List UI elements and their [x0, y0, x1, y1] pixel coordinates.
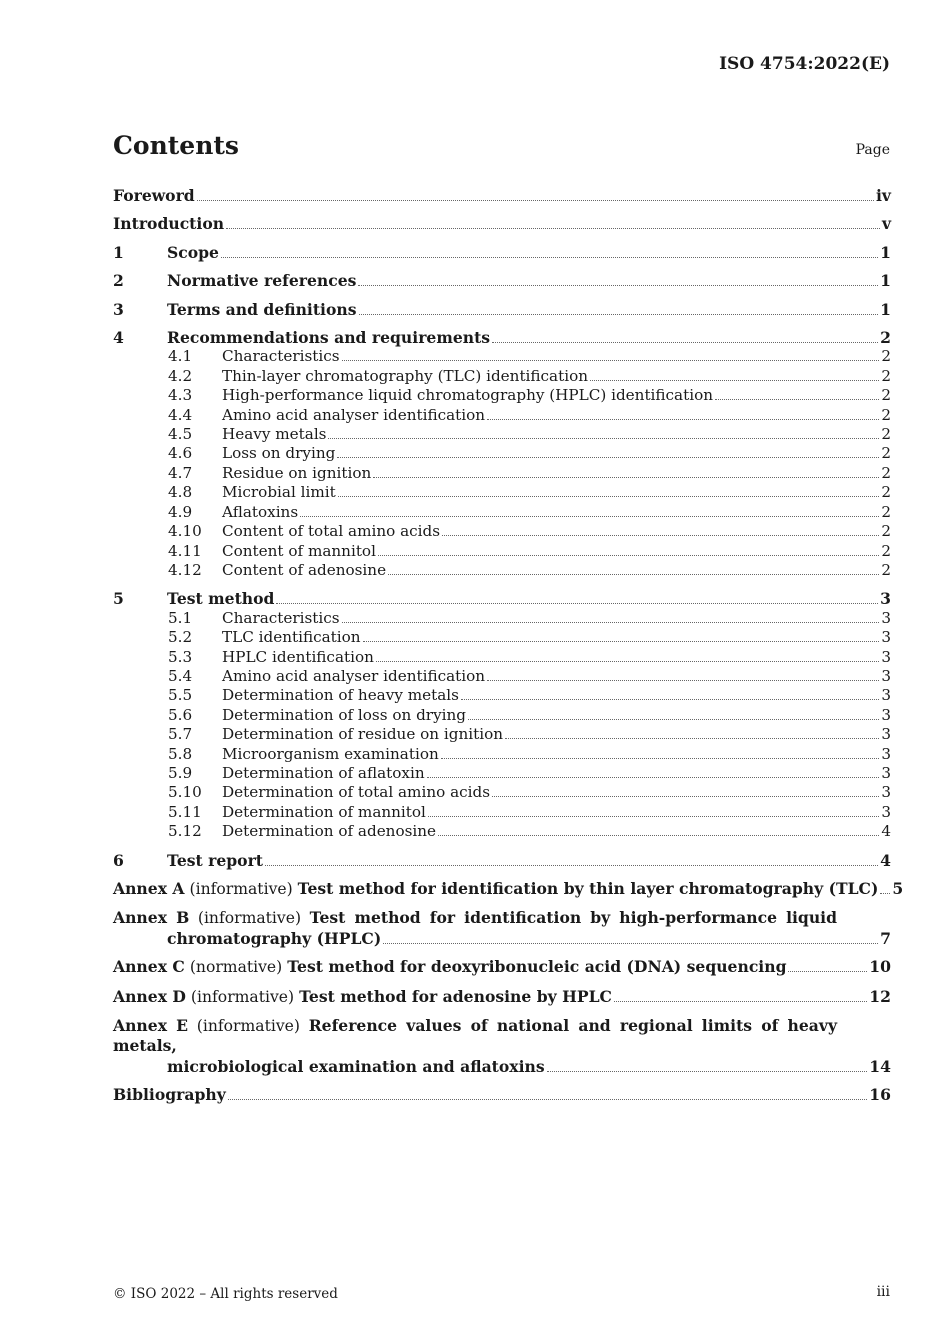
toc-subentry[interactable] [113, 367, 891, 386]
toc-entry-page: 3 [881, 763, 891, 782]
toc-subentry[interactable] [113, 803, 891, 822]
dot-leader [276, 603, 878, 604]
toc-entry-text: Recommendations and requirements [167, 328, 491, 348]
toc-entry-number: 4.4 [168, 405, 193, 424]
toc-entry-number: 5.12 [168, 822, 202, 841]
annex-type: (normative) [189, 958, 283, 977]
toc-entry-page: 3 [881, 725, 891, 744]
annex-label: Annex E [113, 1016, 189, 1036]
toc-entry-page: 3 [881, 744, 891, 763]
toc-subentry[interactable] [113, 783, 891, 802]
toc-subentry[interactable] [113, 464, 891, 483]
copyright-notice: © ISO 2022 – All rights reserved [113, 1286, 338, 1302]
toc-entry-number: 4.9 [168, 502, 193, 521]
toc-entry-page: 3 [881, 783, 891, 802]
toc-entry-terms-and-definitions[interactable] [113, 300, 891, 319]
toc-entry-page: 2 [881, 483, 891, 502]
dot-leader [428, 816, 879, 817]
toc-entry-page: 2 [881, 560, 891, 579]
toc-entry-text: Aflatoxins [222, 502, 299, 521]
dot-leader [265, 865, 878, 866]
annex-label: Annex D [113, 986, 186, 1006]
dot-leader [547, 1071, 868, 1072]
toc-entry-test-method[interactable] [113, 589, 891, 608]
toc-entry-page: 7 [880, 928, 891, 948]
toc-entry-text: Residue on ignition [222, 463, 372, 482]
toc-entry-text: Heavy metals [222, 425, 327, 444]
toc-entry-text: Scope [167, 242, 219, 262]
toc-entry-page: 2 [881, 386, 891, 405]
toc-subentry[interactable] [113, 522, 891, 541]
toc-entry-text: Foreword [113, 186, 195, 205]
dot-leader [376, 661, 879, 662]
toc-entry-page: v [881, 214, 891, 234]
dot-leader [442, 535, 879, 536]
toc-entry-text: Microorganism examination [222, 744, 439, 763]
annex-title: Test method for deoxyribonucleic acid (DNA) sequencing [287, 957, 787, 977]
dot-leader [300, 516, 879, 517]
dot-leader [378, 555, 879, 556]
toc-entry-number: 5.5 [168, 686, 193, 705]
dot-leader [342, 622, 880, 623]
annex-title: Reference values of national and regional limits of heavy metals, [113, 1016, 837, 1056]
dot-leader [492, 796, 879, 797]
toc-entry-text: Determination of residue on ignition [222, 725, 503, 744]
toc-entry-text: Content of total amino acids [222, 522, 441, 541]
toc-entry-number: 2 [113, 271, 124, 291]
section-5-subentries [113, 609, 891, 842]
toc-entry-text: Determination of heavy metals [222, 686, 459, 705]
toc-entry-text: Terms and definitions [167, 299, 357, 319]
dot-leader [468, 719, 879, 720]
dot-leader [226, 228, 880, 229]
document-id: ISO 4754:2022(E) [719, 54, 890, 74]
annex-title: Test method for adenosine by HPLC [299, 986, 612, 1006]
toc-subentry[interactable] [113, 483, 891, 502]
toc-subentry[interactable] [113, 822, 891, 841]
toc-entry-number: 4.11 [168, 541, 202, 560]
toc-entry-introduction[interactable] [113, 214, 891, 233]
dot-leader [505, 738, 879, 739]
annex-type: (informative) [196, 1017, 300, 1036]
toc-entry-number: 4.3 [168, 386, 193, 405]
dot-leader [441, 758, 880, 759]
toc-entry-text: TLC identification [222, 628, 361, 647]
toc-entry-number: 4.6 [168, 444, 193, 463]
toc-entry-bibliography[interactable] [113, 1085, 891, 1104]
toc-entry-page: 2 [881, 463, 891, 482]
toc-entry-number: 5 [113, 589, 124, 609]
toc-entry-page: 3 [881, 802, 891, 821]
toc-entry-page: 5 [892, 879, 904, 898]
toc-subentry[interactable] [113, 542, 891, 561]
toc-entry-annex-d[interactable] [113, 987, 891, 1007]
annex-label: Annex B [113, 908, 190, 928]
toc-entry-page: 2 [881, 347, 891, 366]
annex-type: (informative) [189, 880, 293, 898]
dot-leader [359, 314, 879, 315]
dot-leader [461, 699, 879, 700]
toc-entry-page: 2 [881, 444, 891, 463]
toc-entry-page: iv [876, 186, 891, 205]
annex-title-continued: microbiological examination and aflatoxins [167, 1056, 545, 1076]
toc-entry-number: 5.8 [168, 744, 193, 763]
toc-entry-text: Determination of mannitol [222, 802, 426, 821]
toc-subentry[interactable] [113, 425, 891, 444]
toc-entry-page: 2 [881, 425, 891, 444]
annex-label: Annex C [113, 957, 185, 977]
toc-entry-page: 4 [880, 850, 891, 870]
toc-entry-annex-c[interactable] [113, 957, 891, 977]
toc-entry-page: 2 [880, 328, 891, 348]
section-4-subentries [113, 347, 891, 580]
dot-leader [438, 835, 879, 836]
annex-title: Test method for identification by high-performance liquid [309, 908, 837, 928]
toc-entry-page: 3 [881, 608, 891, 627]
toc-entry-page: 4 [881, 822, 891, 841]
toc-entry-page: 3 [881, 628, 891, 647]
toc-entry-page: 2 [881, 541, 891, 560]
annex-type: (informative) [190, 987, 295, 1006]
toc-subentry[interactable] [113, 764, 891, 783]
toc-subentry[interactable] [113, 686, 891, 705]
toc-entry-number: 4.1 [168, 347, 193, 366]
toc-entry-number: 1 [113, 242, 124, 262]
dot-leader [715, 399, 879, 400]
dot-leader [373, 477, 879, 478]
dot-leader [590, 380, 879, 381]
toc-entry-text: Introduction [113, 214, 225, 234]
dot-leader [614, 1001, 867, 1002]
toc-subentry[interactable] [113, 609, 891, 628]
toc-subentry[interactable] [113, 561, 891, 580]
page-title: Contents [113, 131, 240, 160]
toc-entry-scope[interactable] [113, 243, 891, 262]
toc-entry-text: Bibliography [113, 1085, 226, 1105]
dot-leader [228, 1099, 868, 1100]
toc-subentry[interactable] [113, 406, 891, 425]
toc-entry-number: 4.5 [168, 425, 193, 444]
annex-title-continued: chromatography (HPLC) [167, 928, 382, 948]
toc-subentry[interactable] [113, 648, 891, 667]
dot-leader [487, 419, 879, 420]
toc-entry-text: Determination of total amino acids [222, 783, 491, 802]
toc-entry-annex-e[interactable] [113, 1016, 891, 1076]
dot-leader [487, 680, 879, 681]
toc-entry-text: Characteristics [222, 608, 340, 627]
dot-leader [383, 943, 878, 944]
toc-entry-annex-a[interactable] [113, 879, 904, 899]
dot-leader [427, 777, 880, 778]
dot-leader [363, 641, 880, 642]
toc-entry-text: Loss on drying [222, 444, 336, 463]
toc-entry-annex-b[interactable] [113, 908, 891, 948]
dot-leader [880, 893, 890, 894]
toc-entry-text: Amino acid analyser identification [222, 405, 486, 424]
toc-entry-page: 10 [869, 957, 891, 977]
toc-entry-page: 14 [869, 1056, 891, 1076]
toc-entry-number: 5.2 [168, 628, 193, 647]
table-of-contents [113, 184, 904, 1105]
toc-entry-page: 3 [881, 647, 891, 666]
toc-entry-text: Content of adenosine [222, 560, 387, 579]
dot-leader [388, 574, 879, 575]
toc-subentry[interactable] [113, 503, 891, 522]
toc-entry-text: Normative references [167, 271, 357, 291]
toc-entry-page: 1 [880, 242, 891, 262]
dot-leader [342, 360, 880, 361]
toc-entry-page: 12 [869, 986, 891, 1006]
toc-subentry[interactable] [113, 745, 891, 764]
toc-entry-number: 5.10 [168, 783, 202, 802]
toc-subentry[interactable] [113, 444, 891, 463]
toc-subentry[interactable] [113, 706, 891, 725]
annex-label: Annex A [113, 879, 185, 898]
toc-entry-text: Characteristics [222, 347, 340, 366]
toc-entry-text: Test method [167, 589, 275, 609]
toc-entry-page: 2 [881, 366, 891, 385]
toc-entry-text: Content of mannitol [222, 541, 376, 560]
toc-entry-number: 5.1 [168, 608, 193, 627]
dot-leader [358, 285, 878, 286]
toc-entry-text: Microbial limit [222, 483, 336, 502]
toc-entry-number: 4 [113, 328, 124, 348]
toc-entry-number: 5.4 [168, 666, 193, 685]
toc-entry-text: Determination of aflatoxin [222, 763, 425, 782]
toc-entry-test-report[interactable] [113, 851, 891, 870]
toc-subentry[interactable] [113, 725, 891, 744]
toc-entry-number: 4.8 [168, 483, 193, 502]
toc-entry-page: 2 [881, 405, 891, 424]
toc-entry-page: 1 [880, 299, 891, 319]
toc-subentry[interactable] [113, 347, 891, 366]
dot-leader [337, 457, 879, 458]
dot-leader [221, 257, 878, 258]
toc-entry-text: Test report [167, 850, 264, 870]
toc-entry-number: 5.11 [168, 802, 202, 821]
dot-leader [197, 200, 874, 201]
toc-entry-number: 4.10 [168, 522, 202, 541]
toc-entry-text: Thin-layer chromatography (TLC) identification [222, 366, 588, 385]
dot-leader [492, 342, 878, 343]
toc-entry-page: 3 [881, 705, 891, 724]
toc-entry-text: Determination of loss on drying [222, 705, 467, 724]
dot-leader [338, 496, 880, 497]
toc-entry-number: 5.9 [168, 763, 193, 782]
toc-entry-recommendations[interactable] [113, 328, 891, 347]
toc-entry-number: 5.6 [168, 705, 193, 724]
toc-entry-text: Amino acid analyser identification [222, 666, 486, 685]
toc-entry-number: 5.3 [168, 647, 193, 666]
toc-entry-page: 2 [881, 502, 891, 521]
toc-entry-page: 1 [880, 271, 891, 291]
annex-title: Test method for identification by thin layer chromatography (TLC) [297, 879, 879, 898]
toc-entry-number: 4.12 [168, 560, 202, 579]
toc-subentry[interactable] [113, 628, 891, 647]
toc-entry-number: 6 [113, 850, 124, 870]
toc-entry-page: 3 [881, 686, 891, 705]
toc-entry-normative-references[interactable] [113, 271, 891, 290]
toc-entry-text: High-performance liquid chromatography (HPLC) identification [222, 386, 713, 405]
dot-leader [328, 438, 879, 439]
toc-entry-number: 3 [113, 299, 124, 319]
toc-subentry[interactable] [113, 667, 891, 686]
toc-subentry[interactable] [113, 386, 891, 405]
toc-entry-number: 4.7 [168, 463, 193, 482]
toc-entry-page: 3 [881, 666, 891, 685]
toc-entry-number: 5.7 [168, 725, 193, 744]
toc-entry-page: 16 [869, 1085, 891, 1105]
page-number: iii [876, 1284, 890, 1300]
toc-entry-number: 4.2 [168, 366, 193, 385]
toc-entry-text: HPLC identification [222, 647, 374, 666]
toc-entry-text: Determination of adenosine [222, 822, 437, 841]
dot-leader [788, 971, 867, 972]
toc-entry-foreword[interactable] [113, 186, 891, 205]
annex-type: (informative) [197, 909, 302, 928]
toc-entry-page: 3 [880, 589, 891, 609]
toc-entry-page: 2 [881, 522, 891, 541]
page-column-label: Page [855, 142, 890, 158]
